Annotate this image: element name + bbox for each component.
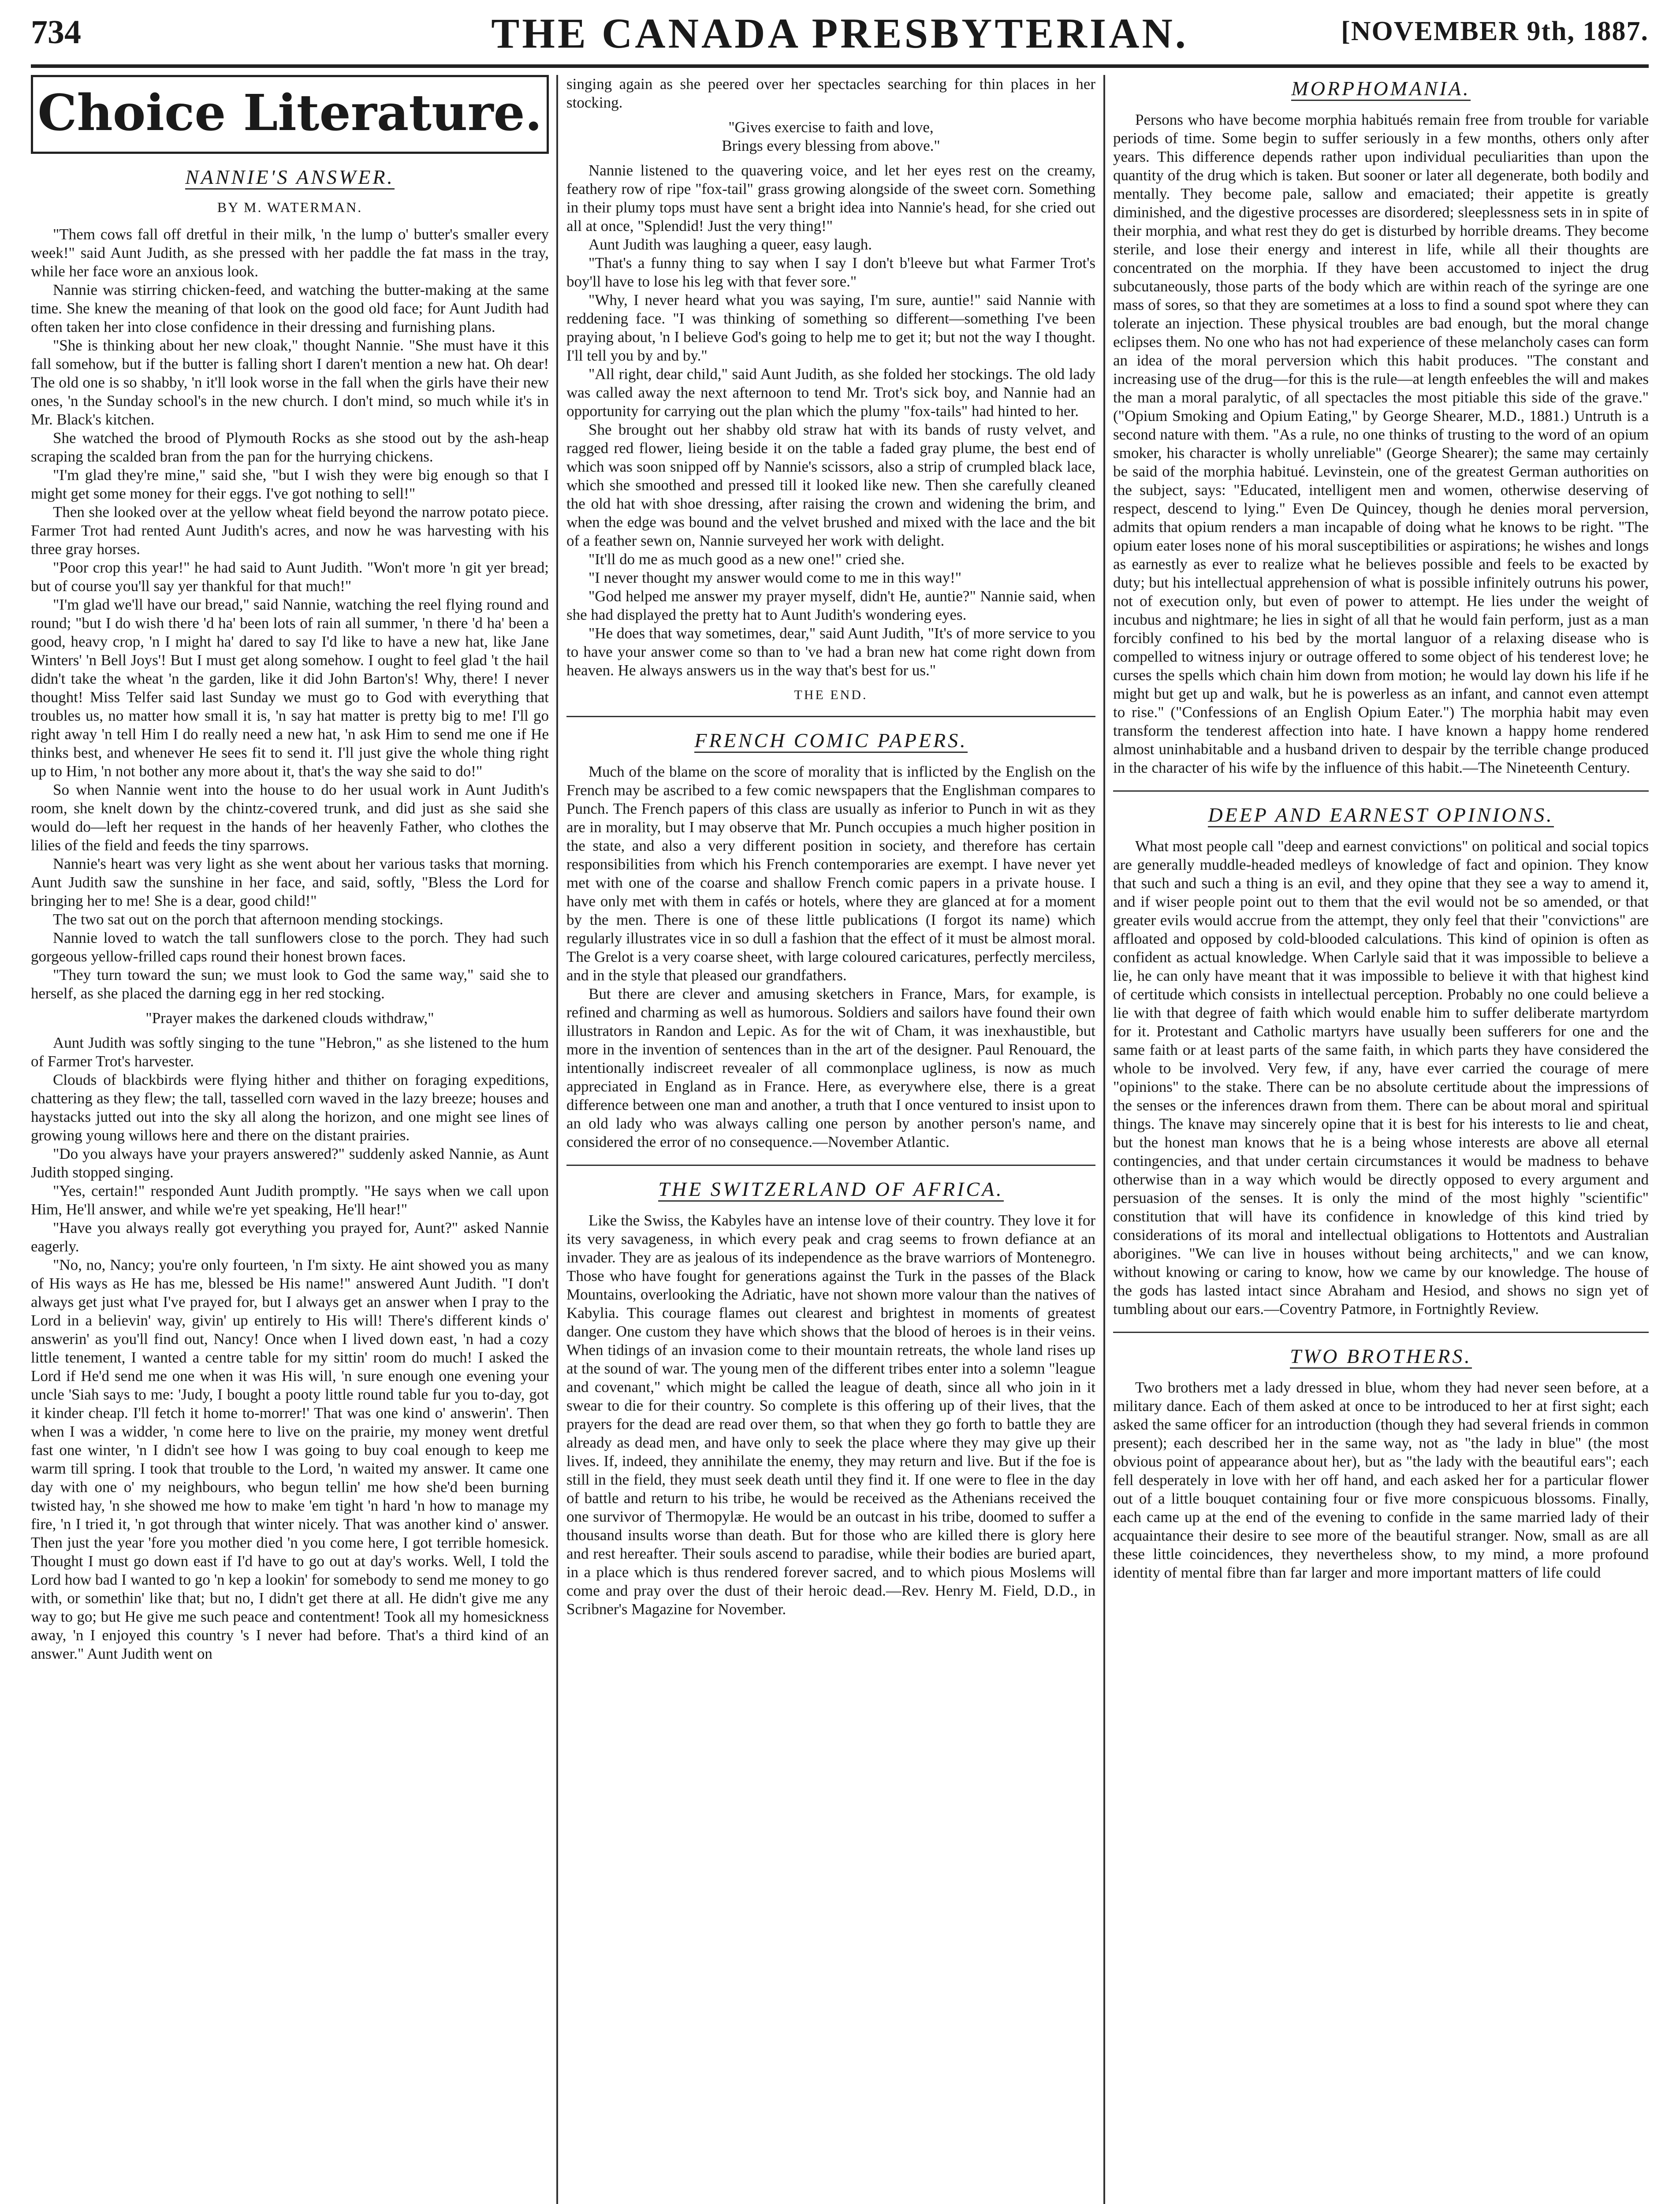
section-heading: Choice Literature. xyxy=(31,75,549,154)
article-divider xyxy=(1113,1332,1649,1333)
issue-date: [NOVEMBER 9th, 1887. xyxy=(1341,16,1649,46)
paragraph: She watched the brood of Plymouth Rocks as she stood out by the ash-heap scraping the scalded bran from the pan for the hurrying chickens. xyxy=(31,429,549,465)
article-divider xyxy=(1113,790,1649,792)
paragraph: "Poor crop this year!" he had said to Aunt Judith. "Won't more 'n git yer bread; but of course you'll say yer thankful for that much!" xyxy=(31,559,549,595)
article-title: MORPHOMANIA. xyxy=(1113,77,1649,103)
paragraph: Nannie was stirring chicken-feed, and watching the butter-making at the same time. She knew the meaning of that look on the good old face; for Aunt Judith had often taken her into close confidence in their dressing and furnishing plans. xyxy=(31,281,549,335)
paragraph: So when Nannie went into the house to do her usual work in Aunt Judith's room, she knelt down by the chintz-covered trunk, and did just as she said she would do—left her request in the hands of her heavenly Father, who clothes the lilies of the field and feeds the tiny sparrows. xyxy=(31,781,549,854)
article-title: FRENCH COMIC PAPERS. xyxy=(566,729,1095,755)
paragraph: Nannie loved to watch the tall sunflowers close to the porch. They had such gorgeous yellow-frilled caps round their honest brown faces. xyxy=(31,929,549,965)
paragraph: Persons who have become morphia habitués remain free from trouble for variable periods of time. Some begin to suffer seriously in a few months, others only after years. This difference depends rather upon individual peculiarities than upon the quantity of the drug which is taken. But sooner or later all degenerate, both bodily and mentally. They become pale, sallow and emaciated; their appetite is greatly diminished, and the digestive processes are disordered; sleeplessness sets in in spite of their morphia, and what rest they do get is disturbed by horrible dreams. They become sterile, and lose their energy and interest in life, while all their thoughts are concentrated on the morphia. If they have been accustomed to inject the drug subcutaneously, those parts of the body which are within reach of the syringe are one mass of sores, so that they are sometimes at a loss to find a sound spot where they can tolerate an injection. These physical troubles are bad enough, but the moral change eclipses them. No one who has not had experience of these melancholy cases can form an idea of the moral perversion which this habit produces. "The constant and increasing use of the drug—for this is the rule—at length enfeebles the will and makes the man a moral paralytic, of all spectacles the most pitiable this side of the grave." ("Opium Smoking and Opium Eating," by George Shearer, M.D., 1881.) Untruth is a second nature with them. "As a rule, no one thinks of trusting to the word of an opium smoker, his character is wholly unreliable" (George Shearer); the same may certainly be said of the morphia habitué. Levinstein, one of the greatest German authorities on the subject, says: "Educated, intelligent men and women, otherwise deserving of respect, descend to lying." Even De Quincey, though he denies moral perversion, admits that opium renders a man incapable of doing what he knows to be right. "The opium eater loses none of his moral susceptibilities or aspirations; he wishes and longs as earnestly as ever to realize what he believes possible and feels to be exacted by duty; but his intellectual apprehension of what is possible infinitely outruns his power, not of execution only, but even of power to attempt. He lies under the weight of incubus and nightmare; he lies in sight of all that he would fain perform, just as a man forcibly confined to his bed by the mortal languor of a relaxing disease who is compelled to witness injury or outrage offered to some object of his tenderest love; he curses the spells which chain him down from motion; he would lay down his life if he might but get up and walk, but he is powerless as an infant, and cannot even attempt to rise." ("Confessions of an English Opium Eater.") The morphia habit may even transform the tenderest affection into hate. I have known a happy home rendered almost uninhabitable and a husband driven to despair by the terrible change produced in the character of his wife by the influence of this habit.—The Nineteenth Century. xyxy=(1113,111,1649,776)
column-divider xyxy=(1103,75,1105,2204)
paragraph: "Why, I never heard what you was saying, I'm sure, auntie!" said Nannie with reddening face. "I was thinking of something so different—something I've been praying about, 'n I believe God's going to help me to get it; but not the way I thought. I'll tell you by and by." xyxy=(566,291,1095,364)
paragraph: What most people call "deep and earnest convictions" on political and social topics are generally muddle-headed medleys of knowledge of fact and opinion. They know that such and such a thing is an evil, and they opine that they see a way to amend it, and if wiser people point out to them that the evil would not be so amended, or that greater evils would accrue from the attempt, they only feel that their "convictions" are affloated and opposed by cold-blooded calculations. This kind of opinion is often as confident as actual knowledge. When Carlyle said that it was impossible to believe a lie, he can only have meant that it was impossible to believe it with that highest kind of certitude which consists in intellectual perception. Probably no one could believe a lie with that degree of faith which would enable him to suffer deliberate martyrdom for it. Protestant and Catholic martyrs have usually been sufferers for one and the same faith or at least parts of the same faith, in which parts they have considered the whole to be involved. Very few, if any, have ever carried the courage of mere "opinions" to the stake. There can be no absolute certitude about the impressions of the senses or the inferences drawn from them. There can be about moral and spiritual things. The knave may sincerely opine that it is best for his interests to lie and cheat, but the honest man knows that he is a being whose interests are above all eternal contingencies, and that under certain circumstances it would be madness to behave otherwise than in a way which would be directly opposed to every argument and persuasion of the senses. It is only the mind of the most highly "scientific" constitution that will have its confidence in knowledge of this kind tried by considerations of its moral and intellectual obligations to Hottentots and Australian aborigines. "We can live in houses without being architects," and we can know, without knowing or caring to know, how we came by our knowledge. The house of the gods has lasted intact since Abraham and Hesiod, and shows no sign yet of tumbling about our ears.—Coventry Patmore, in Fortnightly Review. xyxy=(1113,838,1649,1318)
article-divider xyxy=(566,1165,1095,1166)
paragraph: "I'm glad we'll have our bread," said Nannie, watching the reel flying round and round; "but I do wish there 'd ha' been lots of rain all summer, 'n there 'd ha' been a good, heavy crop, 'n I might ha' dared to say I'd like to have a new hat, like Jane Winters' 'n Bell Joys'! But I must get along somehow. I ought to feel glad 't the hail didn't take the wheat 'n the garden, like it did John Barton's! Why, there! I never thought! Miss Telfer said last Sunday we must go to God with everything that troubles us, no matter how small it is, 'n say hat matter is pretty big to me! I'll go right away 'n tell Him I do really need a new hat, 'n ask Him to send me one if He thinks best, and whenever He sees fit to send it. I'll just give the whole thing right up to Him, 'n not bother any more about it, that's the way she said to do!" xyxy=(31,596,549,780)
masthead xyxy=(31,9,1649,62)
article-title: THE SWITZERLAND OF AFRICA. xyxy=(566,1177,1095,1203)
paragraph: "I'm glad they're mine," said she, "but I wish they were big enough so that I might get some money for their eggs. I've got nothing to sell!" xyxy=(31,466,549,502)
paragraph: singing again as she peered over her spectacles searching for thin places in her stocking. xyxy=(566,75,1095,111)
paragraph: "He does that way sometimes, dear," said Aunt Judith, "It's of more service to you to have your answer come so than to 've had a bran new hat come right down from heaven. He always answers us in the way that's best for us." xyxy=(566,625,1095,679)
paragraph: "All right, dear child," said Aunt Judith, as she folded her stockings. The old lady was called away the next afternoon to tend Mr. Trot's sick boy, and Nannie had an opportunity for carrying out the plan which the plumy "fox-tails" had hinted to her. xyxy=(566,365,1095,420)
paragraph: "She is thinking about her new cloak," thought Nannie. "She must have it this fall somehow, but if the butter is falling short I daren't mention a new hat. Oh dear! The old one is so shabby, 'n it'll look worse in the fall when the girls have their new ones, 'n the Sunday school's in the new church. I don't mind, so much while it's in Mr. Black's kitchen. xyxy=(31,337,549,428)
paragraph: She brought out her shabby old straw hat with its bands of rusty velvet, and ragged red flower, lieing beside it on the table a faded gray plume, the best end of which was soon snipped off by Nannie's scissors, also a strip of crumpled black lace, which she smoothed and pressed till it looked like new. Then she carefully cleaned the old hat with shoe dressing, after raising the crown and widening the brim, and when the edge was bound and the velvet brushed and mixed with the lace and the bit of a feather sewn on, Nannie surveyed her work with delight. xyxy=(566,421,1095,549)
paragraph: Like the Swiss, the Kabyles have an intense love of their country. They love it for its very savageness, in which every peak and crag seems to frown defiance at an invader. They are as jealous of its independence as the brave warriors of Montenegro. Those who have fought for generations against the Turk in the passes of the Black Mountains, overlooking the Adriatic, have not shown more valour than the natives of Kabylia. This courage flames out clearest and brightest in moments of greatest danger. One custom they have which shows that the blood of heroes is in their veins. When tidings of an invasion come to their mountain retreats, the whole land rises up at the sound of war. The young men of the different tribes enter into a solemn "league and covenant," which might be called the league of death, since all who join in it swear to die for their country. So complete is this offering up of their lives, that the prayers for the dead are read over them, so that when they go forth to battle they are already as dead men, and have only to seek the place where they may give up their lives. If, indeed, they annihilate the enemy, they may return and live. But if the foe is still in the field, they must seek death until they find it. If one were to flee in the day of battle and return to his tribe, he would be received as the Athenians received the one survivor of Thermopylæ. He would be an outcast in his tribe, doomed to suffer a thousand insults worse than death. But for those who are killed there is glory here and rest hereafter. Their souls ascend to paradise, while their bodies are buried apart, in a place which is thus rendered forever sacred, and to which pious Moslems will come and pray over the dust of their heroic dead.—Rev. Henry M. Field, D.D., in Scribner's Magazine for November. xyxy=(566,1212,1095,1618)
story-end-marker: THE END. xyxy=(794,688,868,702)
paragraph: "Them cows fall off dretful in their milk, 'n the lump o' butter's smaller every week!" said Aunt Judith, as she pressed with her paddle the fat mass in the tray, while her face wore an anxious look. xyxy=(31,226,549,280)
paragraph: "No, no, Nancy; you're only fourteen, 'n I'm sixty. He aint showed you as many of His ways as He has me, blessed be His name!" answered Aunt Judith. "I don't always get just what I've prayed for, but I always get an answer when I pray to the Lord in a believin' way, givin' up entirely to His will! There's different kinds o' answerin' as you'll find out, Nancy! Once when I lived down east, 'n had a cozy little tenement, I wanted a centre table for my sittin' room do much! I asked the Lord if He'd send me one when it was His will, 'n sure enough one evening your uncle 'Siah says to me: 'Judy, I bought a pooty little round table fur you to-day, got it kinder cheap. I'll fetch it home to-morrer!' That was one kind o' answerin'. Then when I was a widder, 'n come here to live on the prairie, my money went dretful fast one winter, 'n I didn't see how I was going to buy coal enough to keep me warm till spring. I took that trouble to the Lord, 'n waited my answer. It came one day with one o' my neighbours, who begun tellin' me how she'd been burning twisted hay, 'n she showed me how to make 'em tight 'n hard 'n how to manage my fire, 'n I tried it, 'n got through that winter nicely. That was another kind o' answer. Then just the year 'fore you mother died 'n you come here, I got terrible homesick. Thought I must go down east if I'd have to go out at day's works. Well, I told the Lord how bad I wanted to go 'n kep a lookin' for somebody to send me money to go with, or somethin' like that; but no, I didn't get there at all. He didn't give me any way to go; but He give me such peace and contentment! Took all my homesickness away, 'n I enjoyed this country 's I never had before. That's a third kind of an answer." Aunt Judith went on xyxy=(31,1256,549,1662)
paragraph: "I never thought my answer would come to me in this way!" xyxy=(589,569,962,586)
masthead-rule xyxy=(31,64,1649,68)
paragraph: "They turn toward the sun; we must look to God the same way," said she to herself, as she placed the darning egg in her red stocking. xyxy=(31,966,549,1002)
paragraph: The two sat out on the porch that afternoon mending stockings. xyxy=(53,911,443,928)
article-title: DEEP AND EARNEST OPINIONS. xyxy=(1113,803,1649,829)
newspaper-title: THE CANADA PRESBYTERIAN. xyxy=(491,10,1188,57)
paragraph: "God helped me answer my prayer myself, didn't He, auntie?" Nannie said, when she had displayed the pretty hat to Aunt Judith's wondering eyes. xyxy=(566,588,1095,623)
paragraph: "That's a funny thing to say when I say I don't b'leeve but what Farmer Trot's boy'll have to lose his leg with that fever sore." xyxy=(566,254,1095,290)
paragraph: Aunt Judith was softly singing to the tune "Hebron," as she listened to the hum of Farmer Trot's harvester. xyxy=(31,1034,549,1070)
paragraph: Nannie's heart was very light as she went about her various tasks that morning. Aunt Judith saw the sunshine in her face, and said, softly, "Bless the Lord for bringing her to me! She is a dear, good child!" xyxy=(31,855,549,909)
paragraph: "It'll do me as much good as a new one!" cried she. xyxy=(589,551,905,568)
article-title: TWO BROTHERS. xyxy=(1113,1344,1649,1370)
paragraph: Two brothers met a lady dressed in blue, whom they had never seen before, at a military dance. Each of them asked at once to be introduced to her at first sight; each asked the same officer for an introduction (though they had several friends in common present); each described her in the same way, not as "the lady in blue" (the most obvious point of appearance about her), but as "the lady with the beautiful ears"; each fell desperately in love with her off hand, and each asked her for a particular flower out of a little bouquet containing four or five more conspicuous blossoms. Finally, each came up at the end of the evening to confide in the same married lady of their acquaintance their desire to see more of the beautiful stranger. Now, small as are all these little coincidences, they nevertheless show, to my mind, a more profound identity of mental fibre than far larger and more important matters of life could xyxy=(1113,1379,1649,1581)
page-number: 734 xyxy=(31,14,81,51)
paragraph: Then she looked over at the yellow wheat field beyond the narrow potato piece. Farmer Trot had rented Aunt Judith's acres, and now he was harvesting with his three gray horses. xyxy=(31,503,549,558)
article-byline: BY M. WATERMAN. xyxy=(217,199,363,215)
article-divider xyxy=(566,716,1095,717)
paragraph: "Have you always really got everything you prayed for, Aunt?" asked Nannie eagerly. xyxy=(31,1219,549,1255)
paragraph: Clouds of blackbirds were flying hither and thither on foraging expeditions, chattering as they flew; the tall, tasselled corn waved in the lazy breeze; houses and haystacks jutted out into the sky all along the horizon, and one might see lines of growing young willows here and there on the distant prairies. xyxy=(31,1071,549,1144)
paragraph: "Do you always have your prayers answered?" suddenly asked Nannie, as Aunt Judith stopped singing. xyxy=(31,1145,549,1181)
column-3 xyxy=(1113,75,1649,2204)
column-divider xyxy=(556,75,558,2204)
paragraph: "Yes, certain!" responded Aunt Judith promptly. "He says when we call upon Him, He'll answer, and while we're yet speaking, He'll hear!" xyxy=(31,1182,549,1218)
article-title: NANNIE'S ANSWER. xyxy=(31,165,549,191)
column-2 xyxy=(566,75,1095,2204)
paragraph: Much of the blame on the score of morality that is inflicted by the English on the French may be ascribed to a few comic newspapers that the Englishman compares to Punch. The French papers of this class are usually as inferior to Punch in wit as they are in morality, but I may observe that Mr. Punch occupies a much higher position in the state, and also a very different position in society, and therefore has certain responsibilities from which his French contemporaries are exempt. I have never yet met with one of the coarse and shallow French comic papers in a private house. I have only met with them in cafés or hotels, where they are glanced at for a moment by the men. There is one of these little publications (I forgot its name) which regularly illustrates vice in so dull a fashion that the effect of it must be almost moral. The Grelot is a very coarse sheet, with large coloured caricatures, perfectly merciless, and in the style that pleased our grandfathers. xyxy=(566,763,1095,984)
paragraph: But there are clever and amusing sketchers in France, Mars, for example, is refined and charming as well as humorous. Soldiers and sailors have found their own illustrators in Randon and Lepic. As for the wit of Cham, it was inexhaustible, but more in the invention of sentences than in the art of the designer. Paul Renouard, the intentionally indiscreet revealer of all commonplace ugliness, is now as much appreciated in England as in France. Here, as everywhere else, there is a great difference between one man and another, a truth that I once ventured to insist upon to an old lady who was always calling one person by another person's name, and considered the error of no consequence.—November Atlantic. xyxy=(566,985,1095,1150)
verse: "Prayer makes the darkened clouds withdraw," xyxy=(145,1009,434,1027)
verse: "Gives exercise to faith and love, Brings every blessing from above." xyxy=(722,119,940,154)
column-1 xyxy=(31,75,549,2204)
paragraph: Aunt Judith was laughing a queer, easy laugh. xyxy=(589,236,872,253)
paragraph: Nannie listened to the quavering voice, and let her eyes rest on the creamy, feathery row of ripe "fox-tail" grass growing alongside of the sweet corn. Something in their plumy tops must have sent a bright idea into Nannie's head, for she cried out all at once, "Splendid! Just the very thing!" xyxy=(566,162,1095,235)
